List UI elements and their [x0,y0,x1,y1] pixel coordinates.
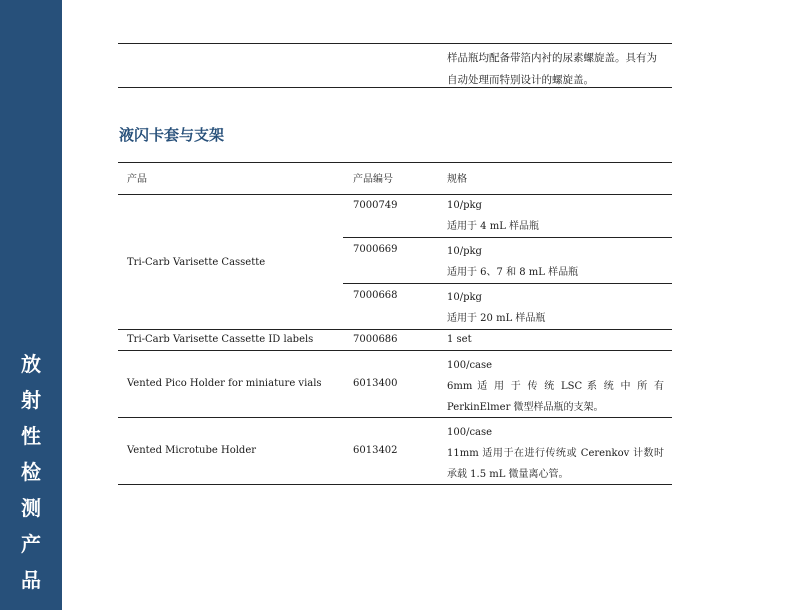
row-divider [343,283,672,284]
sidebar-title-char: 性 [21,424,41,448]
row-divider [343,237,672,238]
sidebar-title-char: 产 [21,532,41,556]
row-spec [447,355,664,418]
row-code: 7000669 [353,244,398,255]
row-spec [447,241,578,283]
spec-line: 适用于 6、7 和 8 mL 样品瓶 [447,267,579,278]
row-product: Vented Microtube Holder [127,445,257,456]
sidebar-title-char: 测 [21,496,41,520]
sidebar-title-char: 品 [21,568,41,592]
row-code: 6013402 [353,445,398,456]
top-table-fragment [118,43,672,88]
row-spec [447,422,664,485]
sidebar [0,0,62,610]
top-spec-line: 样品瓶均配备带箔内衬的尿素螺旋盖。具有为 [447,52,657,64]
header-spec: 规格 [447,174,467,185]
spec-line: 11mm 适用于在进行传统或 Cerenkov 计数时 [447,448,664,459]
spec-line: 承载 1.5 mL 微量离心管。 [447,469,569,480]
spec-line: 100/case [447,427,493,438]
row-spec: 1 set [447,334,472,345]
spec-line: PerkinElmer 微型样品瓶的支架。 [447,402,604,413]
sidebar-title-char: 检 [21,460,41,484]
row-product: Tri-Carb Varisette Cassette [127,257,266,268]
top-spec-line: 自动处理而特别设计的螺旋盖。 [447,74,594,86]
spec-line: 6mm 适 用 于 传 统 LSC 系 统 中 所 有 [447,381,664,392]
sidebar-title-char: 射 [21,388,41,412]
table-top-rule [118,162,672,163]
row-spec [447,287,545,329]
top-table-spec [447,47,669,91]
header-rule [118,194,672,195]
spec-line: 10/pkg [447,200,482,211]
row-divider [118,350,672,351]
header-code: 产品编号 [353,174,393,185]
row-divider [118,329,672,330]
spec-line: 适用于 4 mL 样品瓶 [447,221,540,232]
spec-line: 10/pkg [447,292,482,303]
spec-line: 适用于 20 mL 样品瓶 [447,313,546,324]
row-product: Vented Pico Holder for miniature vials [127,378,322,389]
row-spec [447,195,539,237]
row-product: Tri-Carb Varisette Cassette ID labels [127,334,314,345]
sidebar-title-char: 放 [21,352,41,376]
sidebar-title [0,346,62,598]
row-code: 6013400 [353,378,398,389]
row-code: 7000668 [353,290,398,301]
row-code: 7000686 [353,334,398,345]
spec-line: 10/pkg [447,246,482,257]
row-code: 7000749 [353,200,398,211]
spec-line: 100/case [447,360,493,371]
section-title: 液闪卡套与支架 [119,126,225,144]
header-product: 产品 [127,174,147,185]
